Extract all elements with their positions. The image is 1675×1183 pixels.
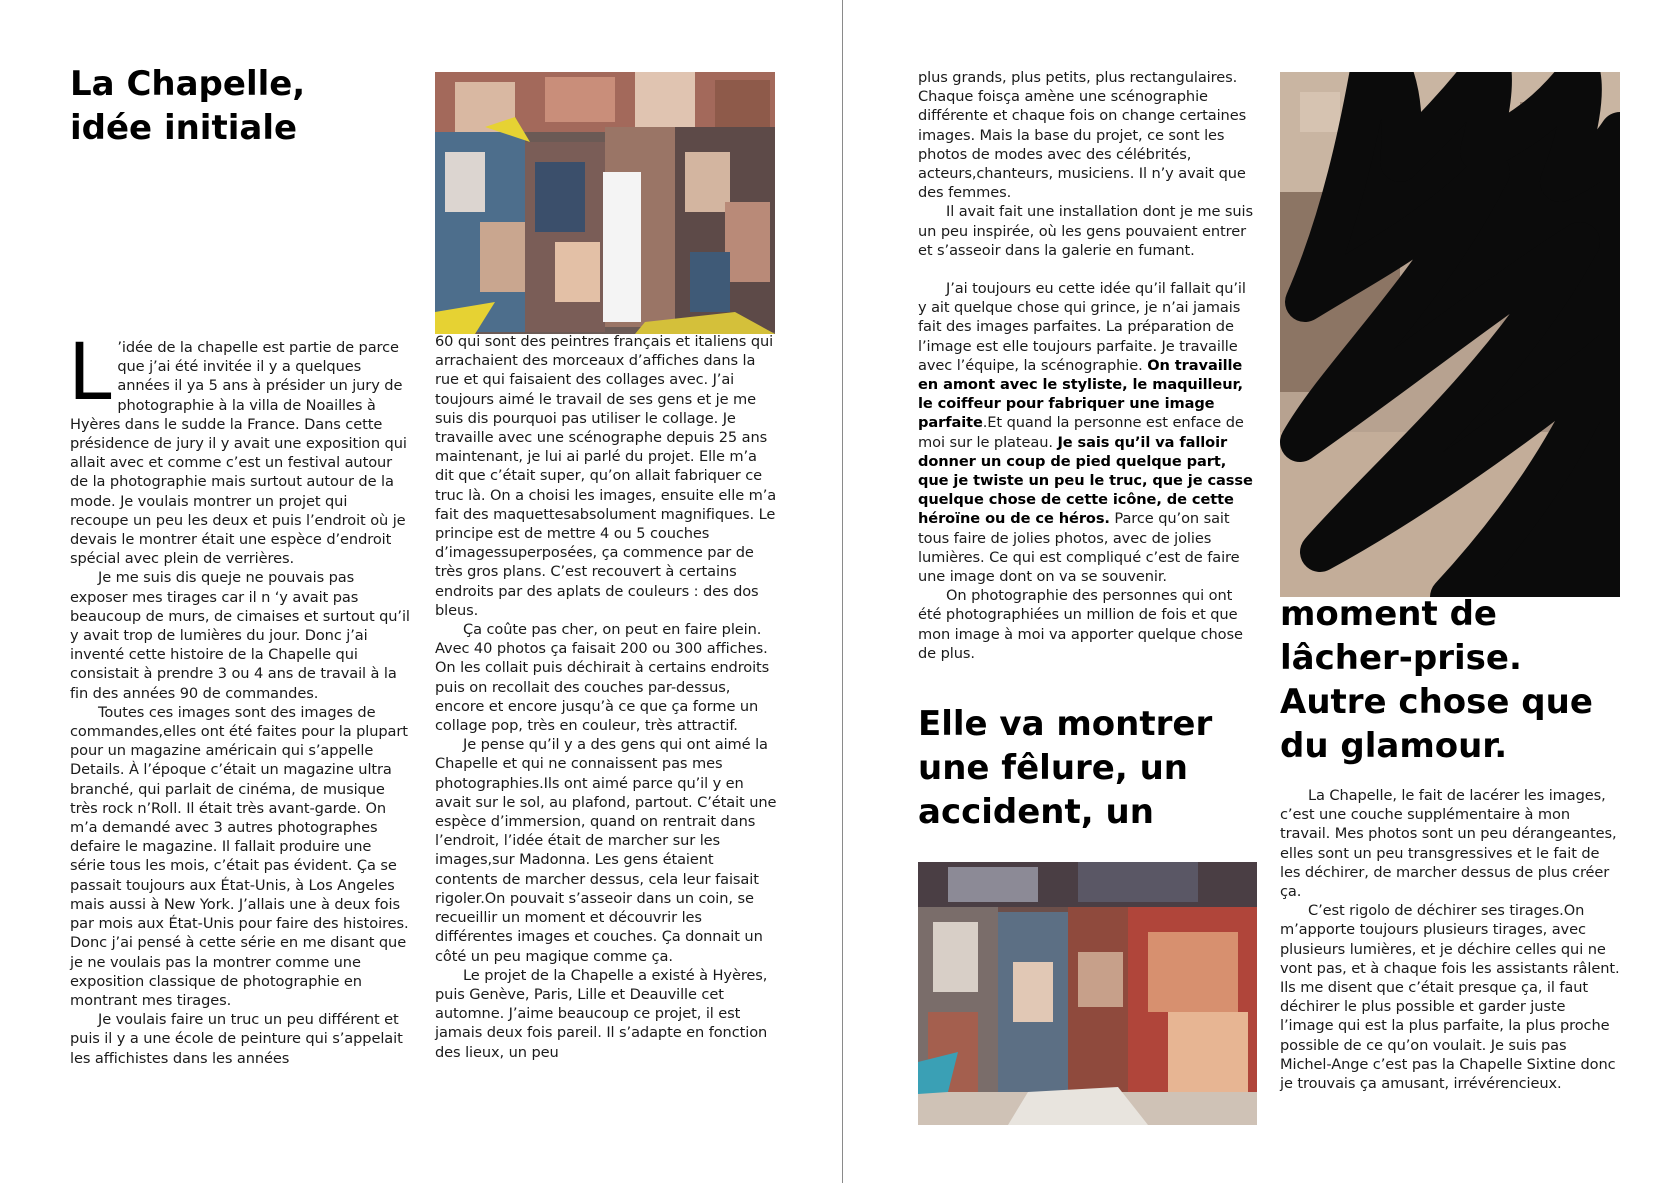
drop-cap: L [68, 328, 112, 418]
page-spine [842, 0, 843, 1183]
paragraph: L ’idée de la chapelle est partie de parce que j’ai été invitée il y a quelques années il ya 5 ans à présider un jury de photographie à la villa de Noailles à Hyères dans le sudde la France. Dans cette présidence de jury il y avait une exposition qui allait avec et comme c’est un festival autour de la photographie mais surtout autour de la mode. Je voulais montrer un projet qui recoupe un peu les deux et puis l’endroit où je devais le montrer était une espèce d’endroit spécial avec plein de verrières. [68, 328, 407, 568]
paragraph: Le projet de la Chapelle a existé à Hyères, puis Genève, Paris, Lille et Deauville cet automne. J’aime beaucoup ce projet, il est jamais deux fois pareil. Il s’adapte en fonction des lieux, un peu [435, 966, 768, 1061]
paragraph: Toutes ces images sont des images de commandes,elles ont été faites pour la plupart pour un magazine américain qui s’appelle Details. À l’époque c’était un magazine ultra branché, qui parlait de cinéma, de musique très rock n’Roll. Il était très avant-garde. On m’a demandé avec 3 autres photographes defaire le magazine. Il fallait produire une série tous les mois, c’était pas évident. Ça se passait toujours aux État-Unis, à Los Angeles mais aussi à New York. J’allais une à deux fois par mois aux État-Unis pour faire des histoires. Donc j’ai pensé à cette série en me disant que je ne voulais pas la montrer comme une exposition classique de photographie en montrant mes tirages. [70, 703, 409, 1009]
paragraph: Ça coûte pas cher, on peut en faire plein. Avec 40 photos ça faisait 200 ou 300 affiches. On les collait puis déchirait à certains endroits puis on recollait des couches par-dessus, encore et encore jusqu’à ce que ça forme un collage pop, très en couleur, très attractif. [435, 621, 770, 735]
pull-quote-2: moment de lâcher-prise. Autre chose que du glamour. [1280, 594, 1593, 766]
pull-quote-1: Elle va montrer une fêlure, un accident, un [918, 704, 1213, 832]
text-column-2 [435, 332, 777, 1062]
paragraph: Je pense qu’il y a des gens qui ont aimé la Chapelle et qui ne connaissent pas mes photographies.Ils ont aimé parce qu’il y en avait sur le sol, au plafond, partout. C’était une espèce d’immersion, quand on rentrait dans l’endroit, l’idée était de marcher sur les images,sur Madonna. Les gens étaient contents de marcher dessus, cela leur faisait rigoler.On pouvait s’asseoir dans un coin, se recueillir un moment et découvrir les différentes images et couches. Ça donnait un côté un peu magique comme ça. [435, 736, 777, 965]
paragraph: C’est rigolo de déchirer ses tirages.On m’apporte toujours plusieurs tirages, avec plusieurs lumières, et je déchire celles qui ne vont pas, et à chaque fois les assistants râlent. Ils me disent que c’était presque ça, il faut déchirer le plus possible et garder juste l’image qui est la plus parfaite, la plus proche possible de ce qu’on voulait. Je suis pas Michel-Ange c’est pas la Chapelle Sixtine donc je trouvais ça amusant, irrévérencieux. [1280, 902, 1620, 1093]
paragraph: 60 qui sont des peintres français et italiens qui arrachaient des morceaux d’affiches dans la rue et qui faisaient des collages avec. J’ai toujours aimé le travail de ses gens et je me suis dis pourquoi pas utiliser le collage. Je travaille avec une scénographe depuis 25 ans maintenant, je lui ai parlé du projet. Elle m’a dit que c’était super, qu’on allait fabriquer ce truc là. On a choisi les images, ensuite elle m’a fait des maquettesabsolument magnifiques. Le principe est de mettre 4 ou 5 couches d’imagessuperposées, ça commence par de très gros plans. C’est recouvert à certains endroits par des aplats de couleurs : des dos bleus. [435, 333, 777, 619]
paragraph: J’ai toujours eu cette idée qu’il fallait qu’il y ait quelque chose qui grince, je n’ai jamais fait des images parfaites. La préparation de l’image est elle toujours parfaite. Je travaille avec l’équipe, la scénographie. On travaille en amont avec le styliste, le maquilleur, le coiffeur pour fabriquer une image parfaite.Et quand la personne est enface de moi sur le plateau. Je sais qu’il va falloir donner un coup de pied quelque part, que je twiste un peu le truc, que je casse quelque chose de cette icône, de cette héroïne ou de ce héros. Parce qu’on sait tous faire de jolies photos, avec de jolies lumières. Ce qui est compliqué c’est de faire une image dont on va se souvenir. [918, 280, 1253, 586]
paragraph: Je voulais faire un truc un peu différent et puis il y a une école de peinture qui s’appelait les affichistes dans les années [70, 1011, 403, 1067]
text-column-1 [68, 328, 410, 1068]
paragraph: Il avait fait une installation dont je me suis un peu inspirée, où les gens pouvaient entrer et s’asseoir dans la galerie en fumant. [918, 203, 1253, 259]
article-title: La Chapelle, idée initiale [70, 64, 306, 148]
paragraph: La Chapelle, le fait de lacérer les images, c’est une couche supplémentaire à mon travail. Mes photos sont un peu dérangeantes, elles sont un peu transgressives et le fait de les déchirer, de marcher dessus de plus créer ça. [1280, 787, 1617, 901]
text-column-4 [1280, 786, 1622, 1093]
chapelle-installation-photo-2 [918, 862, 1257, 1125]
paragraph: On photographie des personnes qui ont été photographiées un million de fois et que mon image à moi va apporter quelque chose de plus. [918, 587, 1243, 662]
chapelle-installation-photo-1 [435, 72, 775, 334]
paragraph: plus grands, plus petits, plus rectangulaires. Chaque foisça amène une scénographie différente et chaque fois on change certaines images. Mais la base du projet, ce sont les photos de modes avec des célébrités, acteurs,chanteurs, musiciens. Il n’y avait que des femmes. [918, 69, 1247, 202]
paragraph: Je me suis dis queje ne pouvais pas exposer mes tirages car il n ‘y avait pas beaucoup de murs, de cimaises et surtout qu’il y avait trop de lumières du jour. Donc j’ai inventé cette histoire de la Chapelle qui consistait à prendre 3 ou 4 ans de travail à la fin des années 90 de commandes. [70, 569, 410, 702]
text-column-3 [918, 68, 1258, 663]
redacted-portrait-photo [1280, 72, 1620, 597]
